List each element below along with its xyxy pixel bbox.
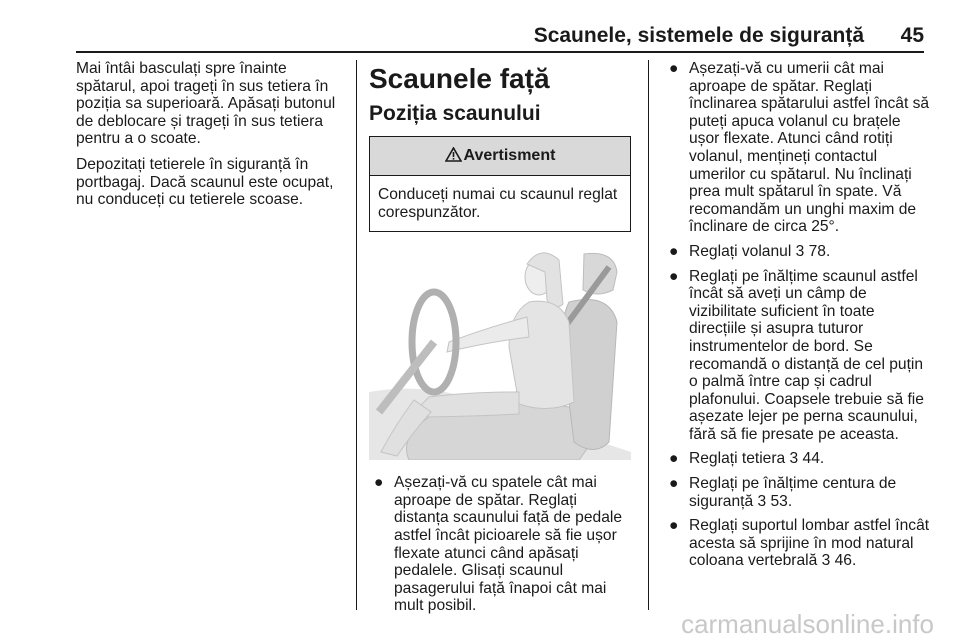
- middle-column: [369, 60, 631, 622]
- bullet-icon: ●: [669, 60, 679, 77]
- left-column: [76, 60, 348, 217]
- bullet-icon: ●: [669, 450, 679, 468]
- warning-triangle-icon: [445, 147, 462, 162]
- adjustment-bullets: [664, 60, 930, 570]
- list-item: [664, 243, 930, 261]
- warning-box: [369, 136, 631, 232]
- page-header: [0, 0, 960, 52]
- warning-header: [370, 137, 630, 176]
- paragraph: Depozitați tetierele în siguranță în portbagaj. Dacă scaunul este ocupat, nu conduceți cu tetierele scoase.: [76, 155, 334, 209]
- list-item: [664, 517, 930, 570]
- column-divider: [356, 60, 357, 610]
- header-title: Scaunele, sistemele de siguranță: [533, 24, 864, 47]
- bullet-icon: ●: [669, 517, 679, 535]
- list-item-text[interactable]: Reglați volanul 3 78.: [689, 242, 831, 260]
- list-item-text: Așezați-vă cu umerii cât mai aproape de spătar. Reglați înclinarea spătarului astfel încât să puteți apuca volanul cu brațele ușor flexate. Atunci când rotiți volanul, mențineți contactul umerilor cu spătarul. Nu înclinați prea mult spătarul în spate. Vă recomandăm un unghi maxim de înclinare de circa 25°.: [689, 60, 930, 236]
- subsection-title: Poziția scaunului: [369, 102, 541, 125]
- watermark: carmanualsonline.info: [681, 609, 934, 639]
- list-item-text[interactable]: Reglați tetiera 3 44.: [689, 450, 825, 468]
- page-number: 45: [900, 24, 924, 47]
- list-item: [664, 475, 930, 510]
- list-item: [664, 268, 930, 444]
- column-divider: [648, 60, 649, 610]
- header-rule: [76, 51, 924, 53]
- section-title: Scaunele față: [369, 63, 550, 94]
- list-item: [369, 474, 631, 615]
- list-item-text: Reglați pe înălțime scaunul astfel încât să aveți un câmp de vizibilitate suficient în toate direcțiile și asupra tuturor instrumentelor de bord. Se recomandă o distanță de cel puțin o palmă între cap și cadrul plafonului. Coapsele trebuie să fie așezate lejer pe perna scaunului, fără să fie presate pe aceasta.: [689, 267, 924, 443]
- bullet-icon: ●: [669, 267, 679, 285]
- list-item-text[interactable]: Reglați pe înălțime centura de siguranță 3 53.: [689, 475, 897, 510]
- warning-text: Conduceți numai cu scaunul reglat corespunzător.: [378, 186, 618, 221]
- list-item: [664, 60, 930, 236]
- paragraph: Mai întâi basculați spre înainte spătarul, apoi trageți în sus tetiera în poziția sa superioară. Apăsați butonul de deblocare și trageți în sus tetiera pentru a o scoate.: [76, 60, 336, 148]
- list-item-text: Așezați-vă cu spatele cât mai aproape de spătar. Reglați distanța scaunului față de pedale astfel încât picioarele să fie ușor flexate atunci când apăsați pedalele. Glisați scaunul pasagerului față înapoi cât mai mult posibil.: [394, 474, 623, 615]
- bullet-icon: ●: [669, 475, 679, 493]
- bullet-icon: ●: [374, 474, 384, 492]
- right-column: [664, 60, 930, 577]
- warning-title: Avertisment: [463, 147, 556, 164]
- driver-seat-position-illustration: [369, 242, 631, 460]
- bullet-icon: ●: [669, 242, 679, 260]
- list-item: [664, 450, 930, 468]
- list-item-text[interactable]: Reglați suportul lombar astfel încât acesta să sprijine în mod natural coloana vertebrală 3 46.: [689, 517, 930, 570]
- seat-position-bullets: [369, 474, 631, 615]
